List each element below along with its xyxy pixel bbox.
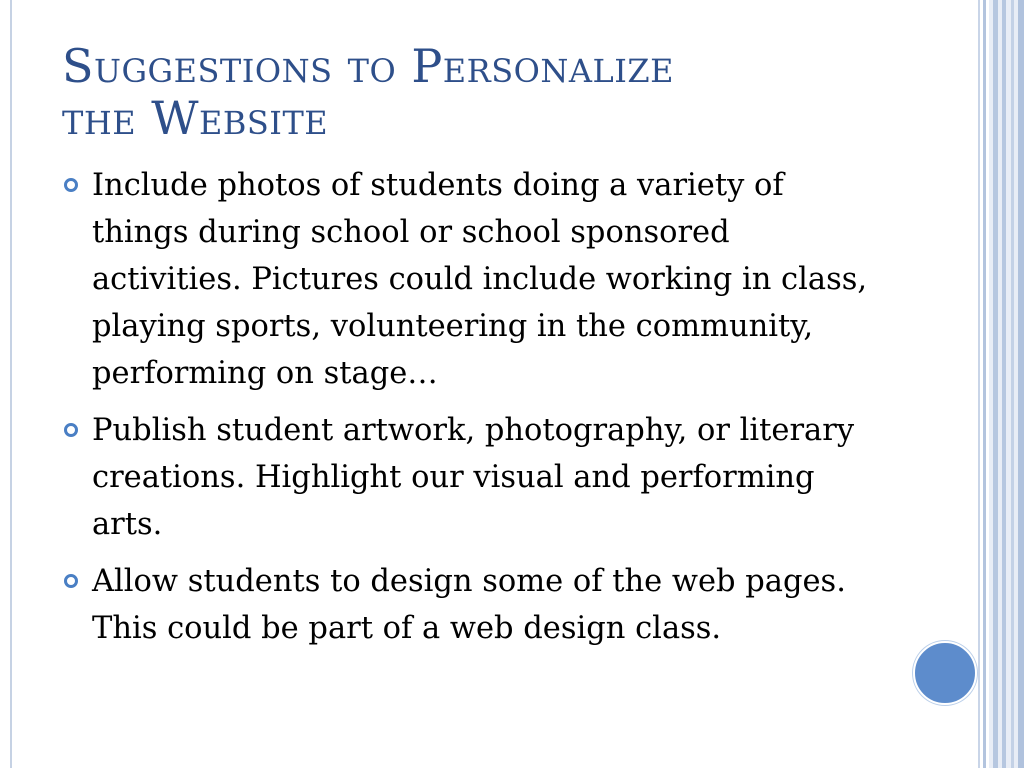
bullet-item bbox=[62, 162, 882, 397]
bullet-item bbox=[62, 558, 882, 652]
bullet-list bbox=[62, 162, 882, 662]
left-rule bbox=[10, 0, 12, 768]
slide-title bbox=[62, 40, 922, 144]
title-line-1: Suggestions to Personalize bbox=[62, 39, 675, 93]
title-line-2: the Website bbox=[62, 91, 329, 145]
bullet-text: Publish student artwork, photography, or literary creations. Highlight our visual and performing arts. bbox=[92, 413, 855, 542]
bullet-item bbox=[62, 407, 882, 548]
ring-bullet-icon bbox=[64, 423, 78, 437]
right-stripe bbox=[983, 0, 986, 768]
ring-bullet-icon bbox=[64, 574, 78, 588]
right-stripe bbox=[1018, 0, 1024, 768]
bullet-text: Include photos of students doing a variety of things during school or school sponsored activities. Pictures could include working in class, playing sports, volunteering in the community, performing on stage… bbox=[92, 168, 868, 391]
ring-bullet-icon bbox=[64, 178, 78, 192]
bullet-text: Allow students to design some of the web pages. This could be part of a web design class. bbox=[92, 564, 846, 646]
right-stripe bbox=[978, 0, 980, 768]
right-stripe bbox=[1002, 0, 1006, 768]
circle-decoration-icon bbox=[913, 641, 977, 705]
right-stripe bbox=[993, 0, 998, 768]
right-stripe bbox=[1011, 0, 1014, 768]
